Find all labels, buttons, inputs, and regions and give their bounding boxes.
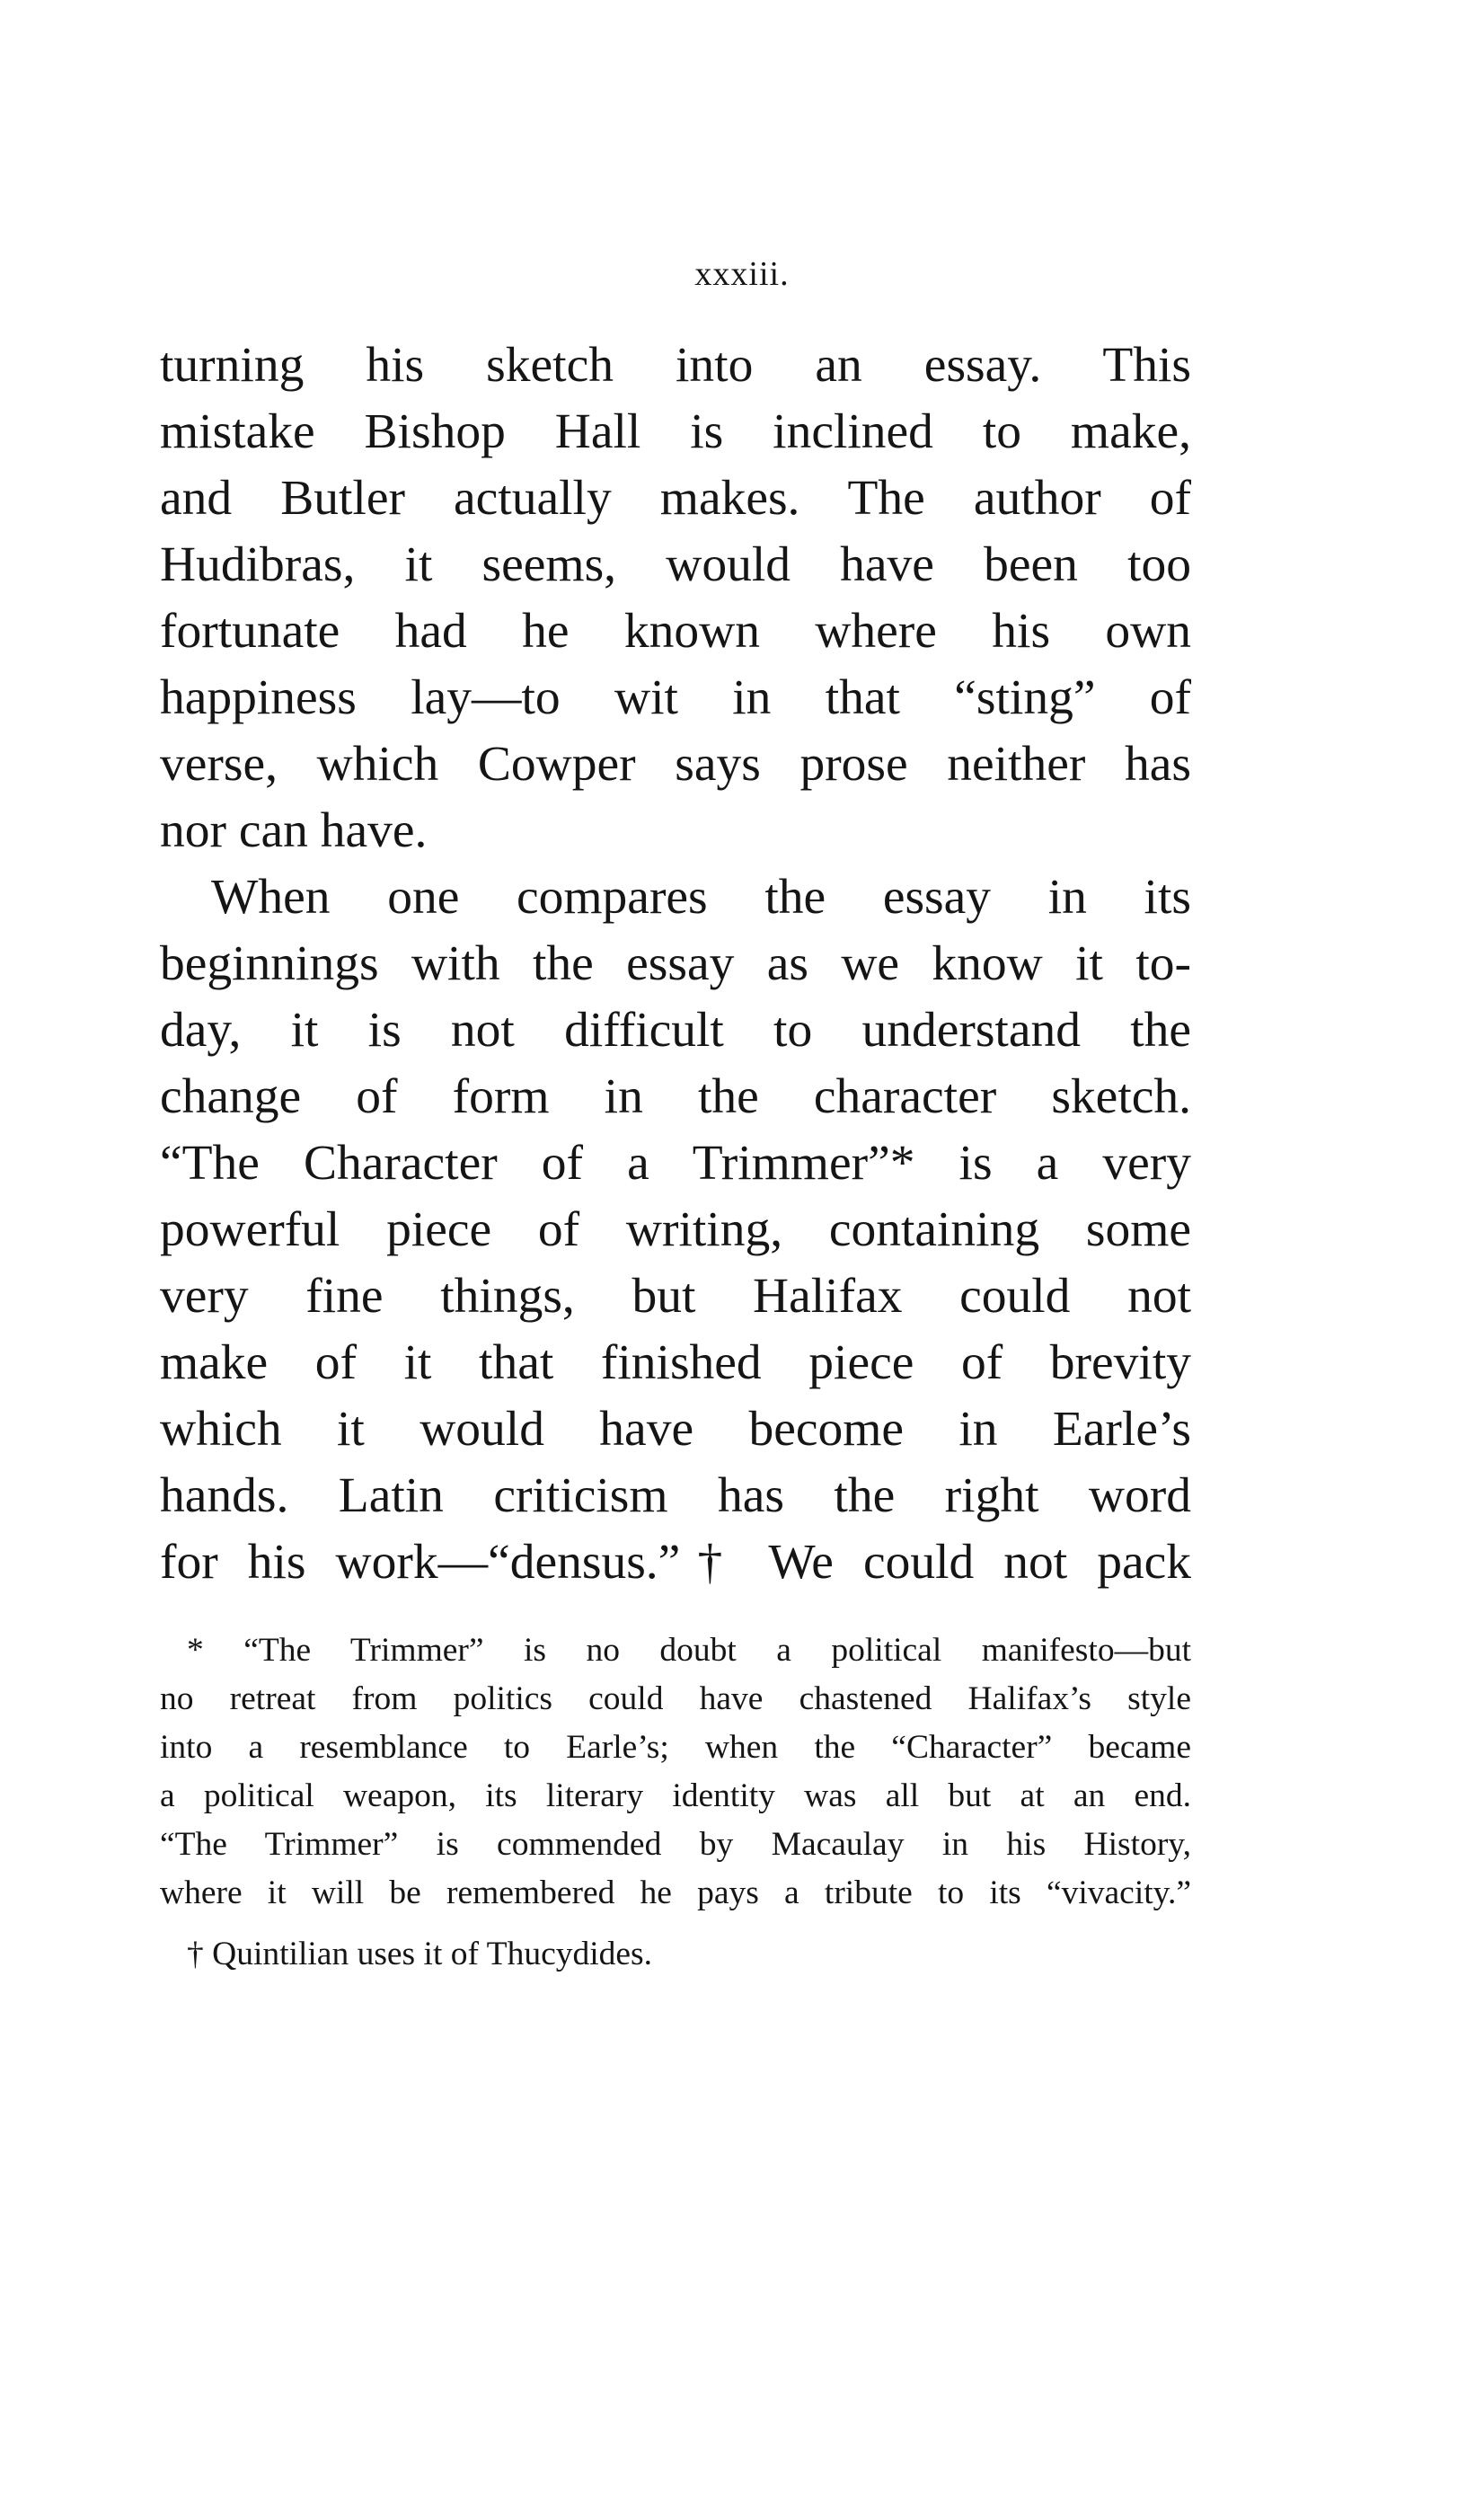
text-line: Hudibras, it seems, would have been too [160,537,1191,592]
text-line: “The Character of a Trimmer”* is a very [160,1136,1191,1191]
page-number: xxxiii. [694,255,790,293]
text-line: change of form in the character sketch. [160,1069,1191,1124]
footnote-line: “The Trimmer” is commended by Macaulay in his History, [160,1826,1191,1863]
text-line: very fine things, but Halifax could not [160,1269,1191,1324]
text-line: turning his sketch into an essay. This [160,338,1191,393]
footnote-line: * “The Trimmer” is no doubt a political manifesto—but [187,1632,1191,1669]
text-line: make of it that finished piece of brevity [160,1335,1191,1390]
text-line: fortunate had he known where his own [160,604,1191,659]
text-line: beginnings with the essay as we know it to- [160,936,1191,991]
footnote-line: no retreat from politics could have chastened Halifax’s style [160,1680,1191,1717]
footnote-dagger: † Quintilian uses it of Thucydides. [187,1936,653,1972]
footnotes [160,1626,1191,1979]
text-line: powerful piece of writing, containing some [160,1202,1191,1257]
footnote-line: into a resemblance to Earle’s; when the “Character” became [160,1729,1191,1766]
body-text [160,332,1191,1596]
footnote-line: where it will be remembered he pays a tribute to its “vivacity.” [160,1874,1191,1911]
text-line: day, it is not difficult to understand the [160,1003,1191,1058]
footnote-line: a political weapon, its literary identity was all but at an end. [160,1777,1191,1814]
text-line: nor can have. [160,803,428,858]
text-line: for his work—“densus.”† We could not pack [160,1535,1191,1590]
text-line: verse, which Cowper says prose neither has [160,737,1191,792]
text-line: which it would have become in Earle’s [160,1402,1191,1457]
text-line: and Butler actually makes. The author of [160,471,1191,526]
text-line: mistake Bishop Hall is inclined to make, [160,404,1191,459]
text-line: When one compares the essay in its [211,870,1191,925]
text-line: hands. Latin criticism has the right word [160,1468,1191,1523]
text-line: happiness lay—to wit in that “sting” of [160,670,1191,725]
